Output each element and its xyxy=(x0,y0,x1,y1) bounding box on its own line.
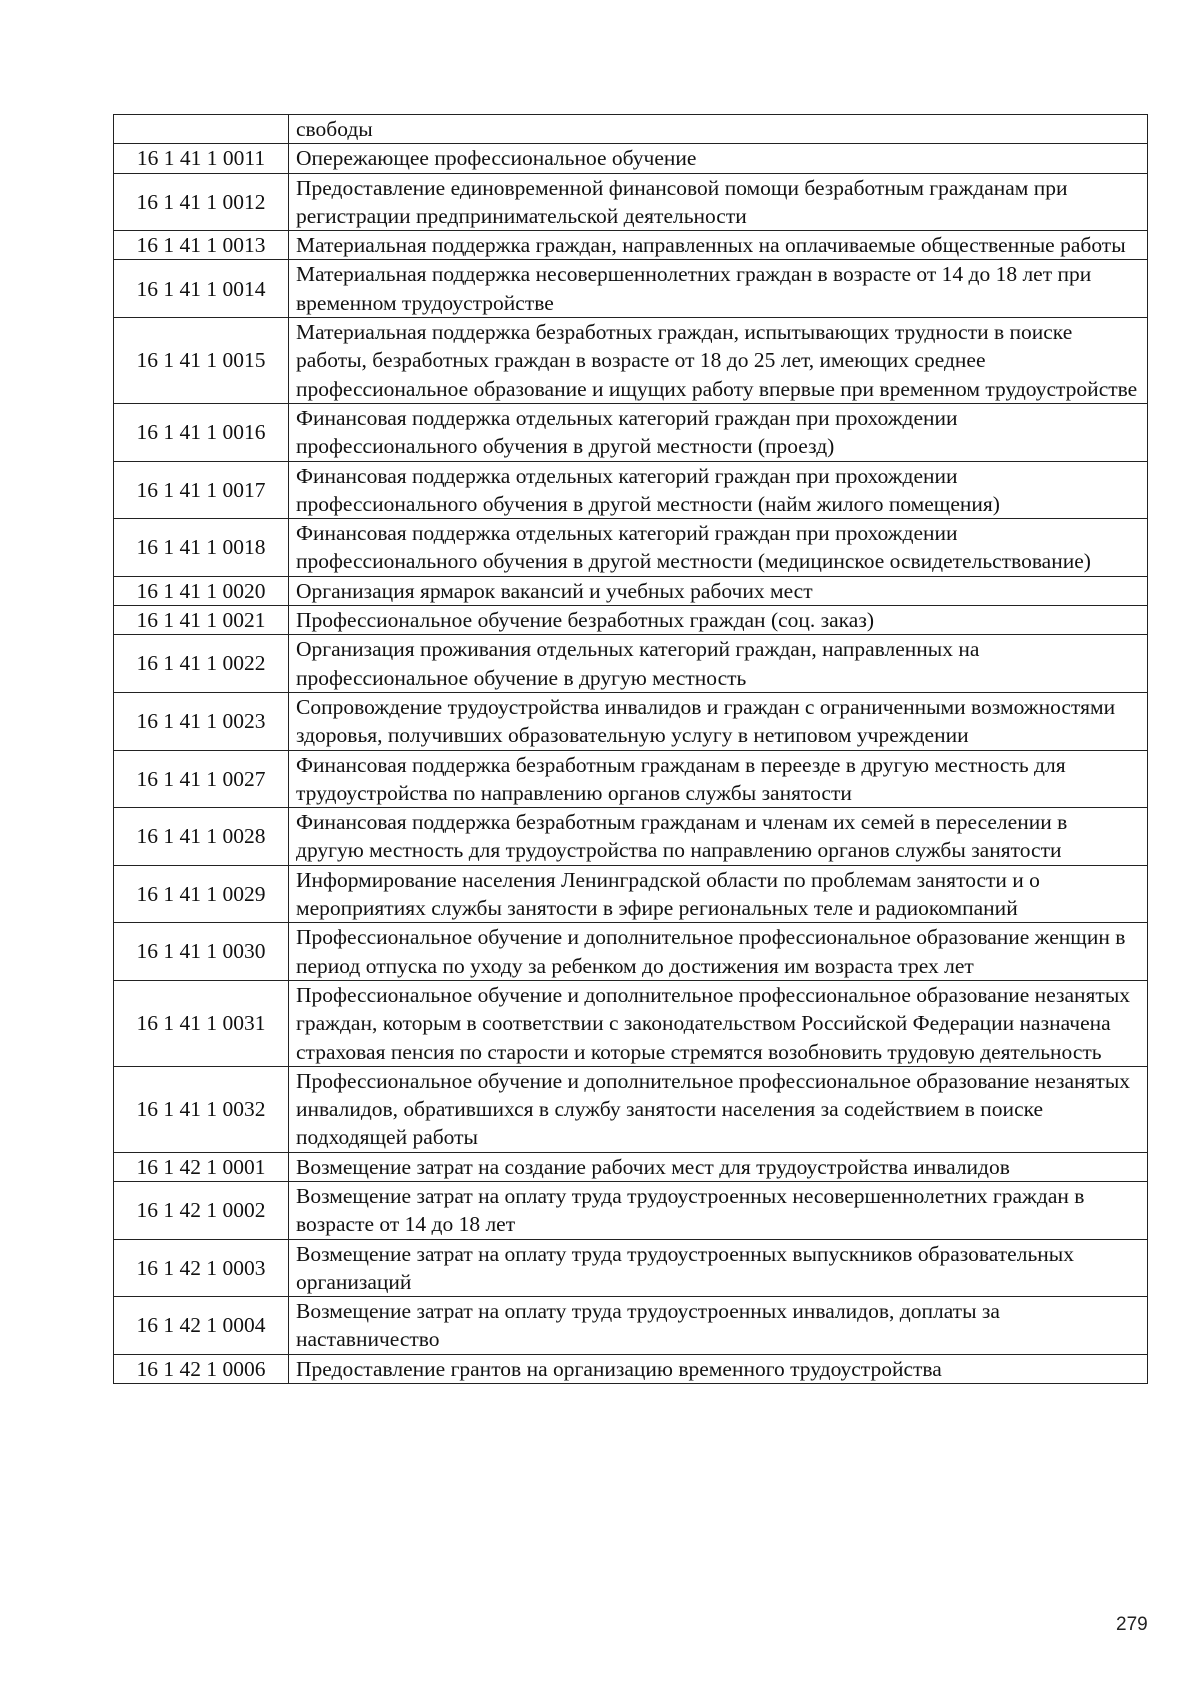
row-description: Возмещение затрат на оплату труда трудоустроенных выпускников образовательных организаций xyxy=(289,1239,1148,1297)
row-code: 16 1 41 1 0031 xyxy=(114,980,289,1066)
row-code: 16 1 42 1 0004 xyxy=(114,1297,289,1355)
table-row xyxy=(114,576,1148,605)
row-description: Профессиональное обучение и дополнительное профессиональное образование женщин в период отпуска по уходу за ребенком до достижения им возраста трех лет xyxy=(289,923,1148,981)
row-description: Сопровождение трудоустройства инвалидов и граждан с ограниченными возможностями здоровья, получивших образовательную услугу в нетиповом учреждении xyxy=(289,692,1148,750)
row-code: 16 1 41 1 0014 xyxy=(114,260,289,318)
row-description: Возмещение затрат на создание рабочих мест для трудоустройства инвалидов xyxy=(289,1152,1148,1181)
table-row xyxy=(114,635,1148,693)
row-description: Предоставление грантов на организацию временного трудоустройства xyxy=(289,1354,1148,1383)
table-row xyxy=(114,144,1148,173)
row-code: 16 1 41 1 0030 xyxy=(114,923,289,981)
table-row xyxy=(114,808,1148,866)
page-number: 279 xyxy=(1116,1614,1148,1635)
table-row xyxy=(114,115,1148,144)
row-code: 16 1 41 1 0027 xyxy=(114,750,289,808)
row-code: 16 1 41 1 0020 xyxy=(114,576,289,605)
row-code xyxy=(114,115,289,144)
row-code: 16 1 41 1 0011 xyxy=(114,144,289,173)
row-description: Финансовая поддержка безработным гражданам и членам их семей в переселении в другую местность для трудоустройства по направлению органов службы занятости xyxy=(289,808,1148,866)
row-description: Профессиональное обучение и дополнительное профессиональное образование незанятых инвалидов, обратившихся в службу занятости населения за содействием в поиске подходящей работы xyxy=(289,1066,1148,1152)
row-description: Возмещение затрат на оплату труда трудоустроенных инвалидов, доплаты за наставничество xyxy=(289,1297,1148,1355)
table-row xyxy=(114,692,1148,750)
row-description: Профессиональное обучение безработных граждан (соц. заказ) xyxy=(289,606,1148,635)
table-row xyxy=(114,923,1148,981)
table-row xyxy=(114,1181,1148,1239)
table-row xyxy=(114,1297,1148,1355)
row-description: свободы xyxy=(289,115,1148,144)
row-code: 16 1 41 1 0015 xyxy=(114,318,289,404)
table-row xyxy=(114,1239,1148,1297)
row-code: 16 1 41 1 0032 xyxy=(114,1066,289,1152)
row-code: 16 1 41 1 0013 xyxy=(114,231,289,260)
table-row xyxy=(114,173,1148,231)
row-code: 16 1 41 1 0021 xyxy=(114,606,289,635)
row-description: Организация ярмарок вакансий и учебных рабочих мест xyxy=(289,576,1148,605)
row-code: 16 1 42 1 0001 xyxy=(114,1152,289,1181)
row-code: 16 1 41 1 0016 xyxy=(114,403,289,461)
row-description: Финансовая поддержка безработным гражданам в переезде в другую местность для трудоустройства по направлению органов службы занятости xyxy=(289,750,1148,808)
table-row xyxy=(114,750,1148,808)
row-code: 16 1 42 1 0006 xyxy=(114,1354,289,1383)
table-row xyxy=(114,519,1148,577)
row-code: 16 1 41 1 0028 xyxy=(114,808,289,866)
row-description: Финансовая поддержка отдельных категорий граждан при прохождении профессионального обучения в другой местности (медицинское освидетельствование) xyxy=(289,519,1148,577)
row-description: Опережающее профессиональное обучение xyxy=(289,144,1148,173)
row-code: 16 1 41 1 0022 xyxy=(114,635,289,693)
row-description: Предоставление единовременной финансовой помощи безработным гражданам при регистрации предпринимательской деятельности xyxy=(289,173,1148,231)
row-description: Организация проживания отдельных категорий граждан, направленных на профессиональное обучение в другую местность xyxy=(289,635,1148,693)
row-code: 16 1 41 1 0029 xyxy=(114,865,289,923)
table-row xyxy=(114,461,1148,519)
row-description: Материальная поддержка несовершеннолетних граждан в возрасте от 14 до 18 лет при временном трудоустройстве xyxy=(289,260,1148,318)
table-row xyxy=(114,1066,1148,1152)
table-row xyxy=(114,403,1148,461)
table-body xyxy=(114,115,1148,1384)
table-row xyxy=(114,260,1148,318)
table-row xyxy=(114,606,1148,635)
row-description: Финансовая поддержка отдельных категорий граждан при прохождении профессионального обучения в другой местности (проезд) xyxy=(289,403,1148,461)
table-row xyxy=(114,231,1148,260)
budget-codes-table xyxy=(113,114,1148,1384)
row-description: Финансовая поддержка отдельных категорий граждан при прохождении профессионального обучения в другой местности (найм жилого помещения) xyxy=(289,461,1148,519)
row-code: 16 1 41 1 0012 xyxy=(114,173,289,231)
row-code: 16 1 41 1 0017 xyxy=(114,461,289,519)
row-description: Профессиональное обучение и дополнительное профессиональное образование незанятых граждан, которым в соответствии с законодательством Российской Федерации назначена страховая пенсия по старости и которые стремятся возобновить трудовую деятельность xyxy=(289,980,1148,1066)
row-code: 16 1 42 1 0003 xyxy=(114,1239,289,1297)
row-code: 16 1 41 1 0023 xyxy=(114,692,289,750)
row-description: Материальная поддержка граждан, направленных на оплачиваемые общественные работы xyxy=(289,231,1148,260)
row-description: Материальная поддержка безработных граждан, испытывающих трудности в поиске работы, безработных граждан в возрасте от 18 до 25 лет, имеющих среднее профессиональное образование и ищущих работу впервые при временном трудоустройстве xyxy=(289,318,1148,404)
row-description: Информирование населения Ленинградской области по проблемам занятости и о мероприятиях службы занятости в эфире региональных теле и радиокомпаний xyxy=(289,865,1148,923)
table-row xyxy=(114,1152,1148,1181)
table-row xyxy=(114,318,1148,404)
table-row xyxy=(114,1354,1148,1383)
row-description: Возмещение затрат на оплату труда трудоустроенных несовершеннолетних граждан в возрасте от 14 до 18 лет xyxy=(289,1181,1148,1239)
row-code: 16 1 41 1 0018 xyxy=(114,519,289,577)
table-row xyxy=(114,865,1148,923)
row-code: 16 1 42 1 0002 xyxy=(114,1181,289,1239)
table-row xyxy=(114,980,1148,1066)
